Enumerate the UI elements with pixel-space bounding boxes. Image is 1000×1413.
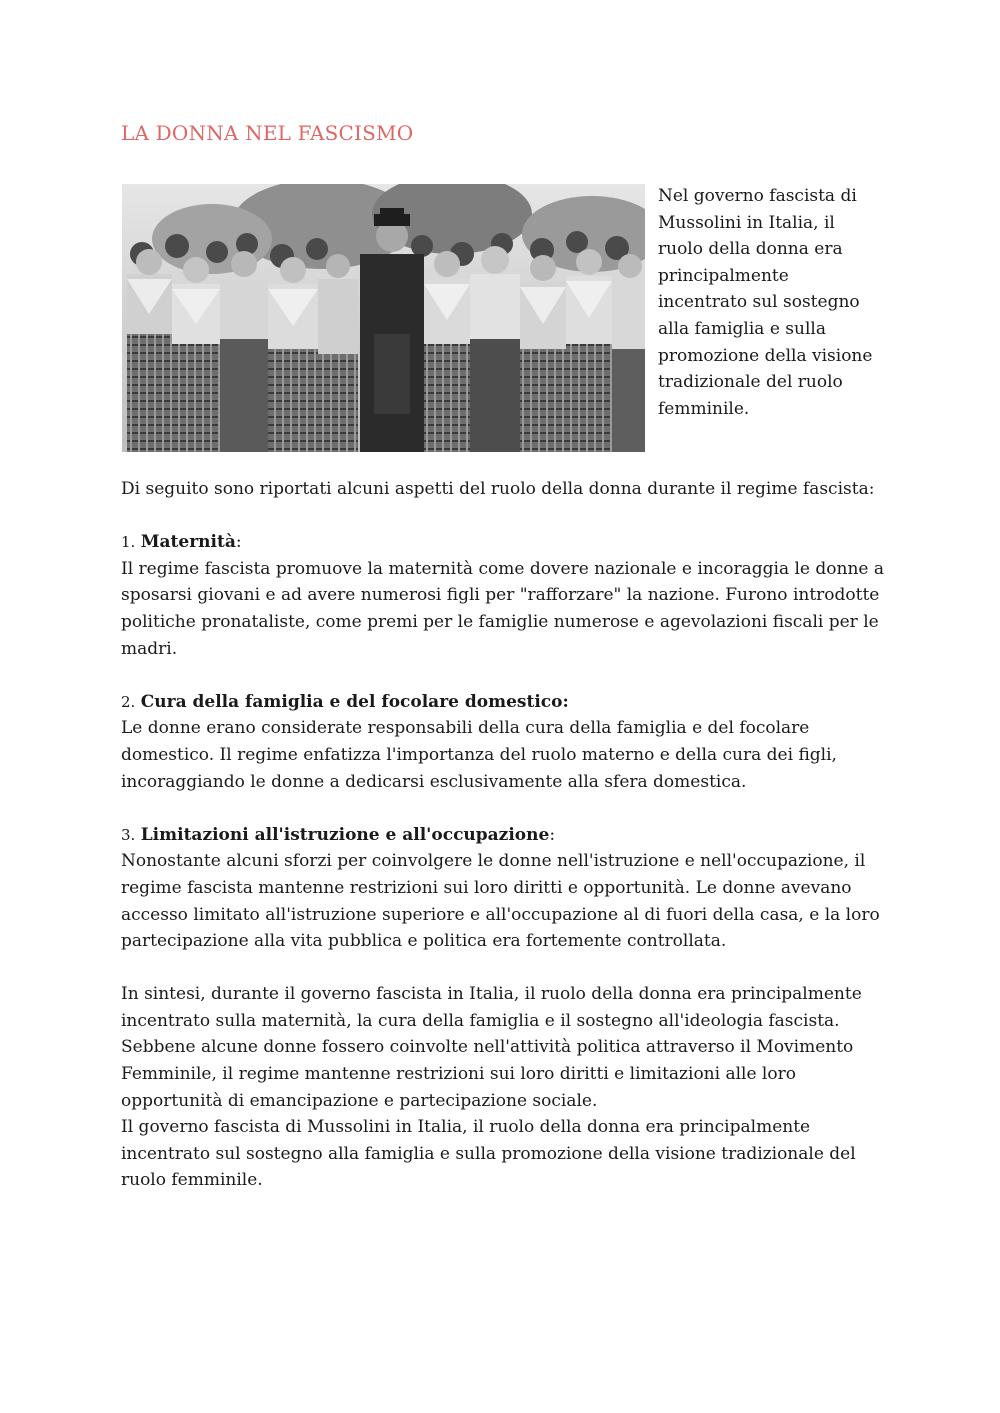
section-heading-1: 1. Maternità: (121, 532, 242, 553)
section-text-2: Le donne erano considerate responsabili della cura della famiglia e del focolare domestico. Il regime enfatizza l'importanza del ruolo materno e della cura dei figli, incoraggiando le donne a dedicarsi esclusivamente alla sfera domestica. (121, 718, 837, 792)
conclusion-paragraph-3: Il governo fascista di Mussolini in Italia, il ruolo della donna era principalmente incentrato sul sostegno alla famiglia e sulla promozione della visione tradizionale del ruolo femminile. (121, 1117, 856, 1191)
section-heading-3: 3. Limitazioni all'istruzione e all'occupazione: (121, 824, 556, 845)
historical-group-photo (122, 184, 645, 452)
section-text-3: Nonostante alcuni sforzi per coinvolgere le donne nell'istruzione e nell'occupazione, il regime fascista mantenne restrizioni sui loro diritti e opportunità. Le donne avevano accesso limitato all'istruzione superiore e all'occupazione al di fuori della casa, e la loro partecipazione alla vita pubblica e politica era fortemente controllata. (121, 851, 880, 952)
lead-paragraph: Di seguito sono riportati alcuni aspetti del ruolo della donna durante il regime fascista: (121, 479, 875, 499)
intro-side-paragraph: Nel governo fascista di Mussolini in Italia, il ruolo della donna era principalmente incentrato sul sostegno alla famiglia e sulla promozione della visione tradizionale del ruolo femminile. (658, 186, 873, 419)
section-text-1: Il regime fascista promuove la maternità come dovere nazionale e incoraggia le donne a sposarsi giovani e ad avere numerosi figli per "rafforzare" la nazione. Furono introdotte politiche pronataliste, come premi per le famiglie numerose e agevolazioni fiscali per le madri. (121, 558, 885, 659)
document-title: LA DONNA NEL FASCISMO (121, 121, 414, 145)
conclusion-paragraph-1: In sintesi, durante il governo fascista in Italia, il ruolo della donna era principalmente incentrato sulla maternità, la cura della famiglia e il sostegno all'ideologia fascista. (121, 984, 862, 1031)
document-body (121, 476, 891, 1194)
section-heading-2: 2. Cura della famiglia e del focolare domestico: (121, 691, 569, 712)
conclusion-paragraph-2: Sebbene alcune donne fossero coinvolte nell'attività politica attraverso il Movimento Femminile, il regime mantenne restrizioni sui loro diritti e limitazioni alle loro opportunità di emancipazione e partecipazione sociale. (121, 1037, 854, 1111)
